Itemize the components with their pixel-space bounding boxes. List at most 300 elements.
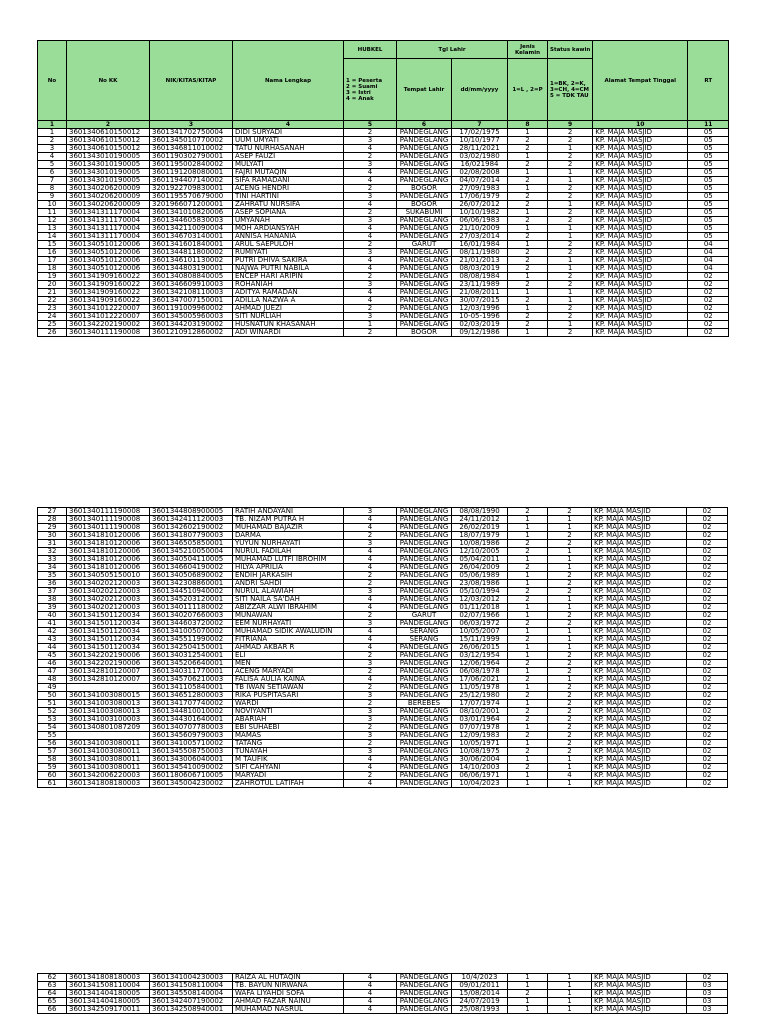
cell-hubkel: 4 bbox=[344, 982, 397, 990]
cell-rt: 05 bbox=[688, 193, 729, 201]
cell-hubkel: 3 bbox=[344, 161, 397, 169]
cell-nik: 3601346512800003 bbox=[150, 692, 233, 700]
cell-tempat-lahir: PANDEGLANG bbox=[397, 313, 452, 321]
cell-nama: HILYA APRILIA bbox=[233, 564, 344, 572]
cell-jenis-kelamin: 1 bbox=[508, 289, 548, 297]
cell-nama: MEN bbox=[233, 660, 344, 668]
cell-hubkel: 3 bbox=[344, 137, 397, 145]
cell-no: 35 bbox=[38, 572, 67, 580]
cell-tempat-lahir: PANDEGLANG bbox=[397, 764, 452, 772]
cell-hubkel: 1 bbox=[344, 321, 397, 329]
cell-nik: 3601342411120003 bbox=[150, 516, 233, 524]
cell-no: 34 bbox=[38, 564, 67, 572]
cell-nik: 3601346604190002 bbox=[150, 564, 233, 572]
cell-nik: 3601340207660003 bbox=[150, 612, 233, 620]
cell-nik: 3601341702750004 bbox=[150, 129, 233, 137]
cell-rt: 02 bbox=[687, 764, 728, 772]
cell-jenis-kelamin: 1 bbox=[508, 628, 548, 636]
cell-alamat: KP. MAJA MASJID bbox=[592, 716, 687, 724]
cell-alamat: KP. MAJA MASJID bbox=[592, 748, 687, 756]
cell-nik: 3601344605830003 bbox=[150, 217, 233, 225]
cell-rt: 02 bbox=[687, 700, 728, 708]
cell-nik: 3601345210050004 bbox=[150, 548, 233, 556]
cell-tempat-lahir: PANDEGLANG bbox=[397, 780, 452, 788]
cell-rt: 02 bbox=[687, 628, 728, 636]
cell-no: 57 bbox=[38, 748, 67, 756]
cell-tgl-lahir: 10/4/2023 bbox=[452, 974, 508, 982]
cell-tgl-lahir: 24/07/2019 bbox=[452, 998, 508, 1006]
cell-nik: 3601346101130002 bbox=[150, 257, 233, 265]
cell-tempat-lahir: PANDEGLANG bbox=[397, 540, 452, 548]
cell-status-kawin: 2 bbox=[548, 540, 592, 548]
header-tempat-lahir: Tempat Lahir bbox=[397, 59, 452, 121]
cell-rt: 05 bbox=[688, 177, 729, 185]
cell-nik: 3601344808900005 bbox=[150, 508, 233, 516]
cell-tempat-lahir: SERANG bbox=[397, 636, 452, 644]
cell-rt: 02 bbox=[687, 668, 728, 676]
cell-tempat-lahir: PANDEGLANG bbox=[397, 692, 452, 700]
cell-no: 53 bbox=[38, 716, 67, 724]
table-row bbox=[38, 129, 729, 137]
cell-nama: UUM UMYATI bbox=[233, 137, 344, 145]
cell-nama: SITI NAILA SA'DAH bbox=[233, 596, 344, 604]
cell-nama: WARDI bbox=[233, 700, 344, 708]
cell-tempat-lahir: PANDEGLANG bbox=[397, 668, 452, 676]
cell-no-kk: 3601342202190006 bbox=[67, 660, 150, 668]
cell-nik: 3201966071200001 bbox=[150, 201, 233, 209]
cell-nama: TB IWAN SETIAWAN bbox=[233, 684, 344, 692]
cell-hubkel: 2 bbox=[344, 684, 397, 692]
cell-no-kk: 3601340801087209 bbox=[67, 724, 150, 732]
cell-no-kk: 3601341311170004 bbox=[67, 209, 150, 217]
table-row bbox=[38, 556, 728, 564]
cell-status-kawin: 2 bbox=[548, 249, 593, 257]
cell-alamat: KP. MAJA MASJID bbox=[592, 636, 687, 644]
cell-nama: UMYANAH bbox=[233, 217, 344, 225]
cell-no: 18 bbox=[38, 265, 67, 273]
cell-status-kawin: 1 bbox=[548, 289, 593, 297]
cell-hubkel: 3 bbox=[344, 249, 397, 257]
cell-tgl-lahir: 04/07/2014 bbox=[452, 177, 508, 185]
cell-jenis-kelamin: 2 bbox=[508, 249, 548, 257]
cell-nama: ADITYA RAMADAN bbox=[233, 289, 344, 297]
cell-no: 51 bbox=[38, 700, 67, 708]
cell-nama: ABIZZAR ALWI IBRAHIM bbox=[233, 604, 344, 612]
cell-no-kk: 3601341810120006 bbox=[67, 532, 150, 540]
cell-no: 1 bbox=[38, 129, 67, 137]
cell-status-kawin: 1 bbox=[548, 201, 593, 209]
table-row bbox=[38, 756, 728, 764]
table-row bbox=[38, 313, 729, 321]
table-row bbox=[38, 716, 728, 724]
cell-no-kk: 3601340111190008 bbox=[67, 508, 150, 516]
cell-status-kawin: 2 bbox=[548, 668, 592, 676]
cell-hubkel: 4 bbox=[344, 516, 397, 524]
cell-status-kawin: 2 bbox=[548, 708, 592, 716]
col-num: 5 bbox=[344, 121, 397, 129]
cell-tempat-lahir: PANDEGLANG bbox=[397, 161, 452, 169]
cell-jenis-kelamin: 1 bbox=[508, 740, 548, 748]
table-row bbox=[38, 185, 729, 193]
cell-hubkel: 2 bbox=[344, 532, 397, 540]
cell-tgl-lahir: 14/10/2003 bbox=[452, 764, 508, 772]
col-num: 3 bbox=[150, 121, 233, 129]
table-row bbox=[38, 564, 728, 572]
cell-nik: 3601345508140004 bbox=[150, 990, 233, 998]
cell-jenis-kelamin: 2 bbox=[508, 636, 548, 644]
header-date-format: dd/mm/yyyy bbox=[452, 59, 508, 121]
cell-no-kk: 3601341909160022 bbox=[67, 281, 150, 289]
cell-tempat-lahir: PANDEGLANG bbox=[397, 1006, 452, 1014]
table-row bbox=[38, 516, 728, 524]
cell-nama: MUHAMAD BAJAZIR bbox=[233, 524, 344, 532]
cell-rt: 03 bbox=[687, 998, 728, 1006]
cell-rt: 02 bbox=[688, 313, 729, 321]
cell-rt: 02 bbox=[687, 708, 728, 716]
cell-tgl-lahir: 01/11/2018 bbox=[452, 604, 508, 612]
cell-tempat-lahir: PANDEGLANG bbox=[397, 604, 452, 612]
cell-alamat: KP. MAJA MASJID bbox=[593, 321, 688, 329]
cell-no: 62 bbox=[38, 974, 67, 982]
cell-no-kk: 3601343010190005 bbox=[67, 161, 150, 169]
cell-nama: FAJRI MUTAQIN bbox=[233, 169, 344, 177]
cell-nik: 3601344510940002 bbox=[150, 588, 233, 596]
cell-status-kawin: 2 bbox=[548, 161, 593, 169]
cell-no: 33 bbox=[38, 556, 67, 564]
cell-tgl-lahir: 05/06/1989 bbox=[452, 572, 508, 580]
cell-rt: 05 bbox=[688, 129, 729, 137]
cell-jenis-kelamin: 2 bbox=[508, 990, 548, 998]
cell-nama: HUSNATUN KHASANAH bbox=[233, 321, 344, 329]
cell-no-kk: 3601340206200009 bbox=[67, 185, 150, 193]
cell-jenis-kelamin: 1 bbox=[508, 652, 548, 660]
cell-nama: RATIH ANDAYANI bbox=[233, 508, 344, 516]
cell-nik: 3601180606710005 bbox=[150, 772, 233, 780]
cell-nik: 3601341005070002 bbox=[150, 628, 233, 636]
cell-status-kawin: 1 bbox=[548, 644, 592, 652]
cell-no-kk: 3601341501120034 bbox=[67, 644, 150, 652]
table-row bbox=[38, 161, 729, 169]
cell-tempat-lahir: PANDEGLANG bbox=[397, 556, 452, 564]
member-table-block-3 bbox=[37, 973, 728, 1014]
cell-hubkel: 2 bbox=[344, 580, 397, 588]
cell-tgl-lahir: 07/07/1978 bbox=[452, 724, 508, 732]
cell-tempat-lahir: BOGOR bbox=[397, 185, 452, 193]
cell-no-kk: 3601341810120006 bbox=[67, 556, 150, 564]
table-row bbox=[38, 289, 729, 297]
cell-jenis-kelamin: 2 bbox=[508, 564, 548, 572]
cell-tgl-lahir: 15/11/1999 bbox=[452, 636, 508, 644]
cell-nama: ARUL SAEPULOH bbox=[233, 241, 344, 249]
cell-rt: 02 bbox=[688, 329, 729, 337]
cell-no-kk: 3601341808180003 bbox=[67, 780, 150, 788]
cell-jenis-kelamin: 2 bbox=[508, 748, 548, 756]
cell-alamat: KP. MAJA MASJID bbox=[593, 193, 688, 201]
table-row bbox=[38, 652, 728, 660]
col-num: 6 bbox=[397, 121, 452, 129]
cell-no-kk: 3601341810120006 bbox=[67, 564, 150, 572]
cell-no: 61 bbox=[38, 780, 67, 788]
cell-no-kk: 3601340202120003 bbox=[67, 580, 150, 588]
table-row bbox=[38, 193, 729, 201]
cell-nik: 3601340311770001 bbox=[150, 668, 233, 676]
cell-status-kawin: 2 bbox=[548, 129, 593, 137]
cell-no: 50 bbox=[38, 692, 67, 700]
cell-no-kk bbox=[67, 732, 150, 740]
cell-nik: 3601340506890002 bbox=[150, 572, 233, 580]
cell-alamat: KP. MAJA MASJID bbox=[592, 756, 687, 764]
cell-status-kawin: 2 bbox=[548, 217, 593, 225]
cell-alamat: KP. MAJA MASJID bbox=[592, 516, 687, 524]
cell-tempat-lahir: PANDEGLANG bbox=[397, 233, 452, 241]
cell-hubkel: 4 bbox=[344, 556, 397, 564]
cell-jenis-kelamin: 2 bbox=[508, 732, 548, 740]
cell-no: 60 bbox=[38, 772, 67, 780]
cell-nama: ANNISA HANANIA bbox=[233, 233, 344, 241]
cell-tgl-lahir: 08/08/1984 bbox=[452, 273, 508, 281]
hubkel-legend-4: 4 = Anak bbox=[346, 95, 374, 102]
cell-hubkel: 4 bbox=[344, 265, 397, 273]
col-num: 7 bbox=[452, 121, 508, 129]
cell-rt: 02 bbox=[687, 676, 728, 684]
cell-nik: 3601345005960003 bbox=[150, 313, 233, 321]
table-row bbox=[38, 169, 729, 177]
cell-status-kawin: 2 bbox=[548, 732, 592, 740]
cell-alamat: KP. MAJA MASJID bbox=[593, 257, 688, 265]
table-row bbox=[38, 225, 729, 233]
cell-tgl-lahir: 23/11/1989 bbox=[452, 281, 508, 289]
cell-no: 46 bbox=[38, 660, 67, 668]
cell-no: 27 bbox=[38, 508, 67, 516]
cell-tgl-lahir: 12/10/2005 bbox=[452, 548, 508, 556]
cell-jenis-kelamin: 2 bbox=[508, 161, 548, 169]
cell-nik: 3601344301640001 bbox=[150, 716, 233, 724]
cell-no-kk: 3601341003100003 bbox=[67, 716, 150, 724]
cell-tempat-lahir: PANDEGLANG bbox=[397, 532, 452, 540]
cell-tempat-lahir: PANDEGLANG bbox=[397, 982, 452, 990]
header-hubkel: HUBKEL bbox=[344, 41, 397, 59]
cell-jenis-kelamin: 1 bbox=[508, 780, 548, 788]
table-row bbox=[38, 321, 729, 329]
cell-nama: TUNAYAH bbox=[233, 748, 344, 756]
cell-no-kk: 3601341501120034 bbox=[67, 628, 150, 636]
cell-nik: 3601347007150001 bbox=[150, 297, 233, 305]
cell-no: 58 bbox=[38, 756, 67, 764]
cell-tempat-lahir: PANDEGLANG bbox=[397, 588, 452, 596]
cell-nama: TATANG bbox=[233, 740, 344, 748]
cell-tempat-lahir: PANDEGLANG bbox=[397, 620, 452, 628]
cell-jenis-kelamin: 1 bbox=[508, 329, 548, 337]
cell-no: 17 bbox=[38, 257, 67, 265]
table-row bbox=[38, 508, 728, 516]
cell-tempat-lahir: PANDEGLANG bbox=[397, 516, 452, 524]
cell-rt: 05 bbox=[688, 169, 729, 177]
cell-tempat-lahir: GARUT bbox=[397, 241, 452, 249]
cell-no: 8 bbox=[38, 185, 67, 193]
cell-rt: 02 bbox=[687, 732, 728, 740]
table-row bbox=[38, 700, 728, 708]
cell-status-kawin: 2 bbox=[548, 241, 593, 249]
cell-tempat-lahir: PANDEGLANG bbox=[397, 998, 452, 1006]
cell-rt: 05 bbox=[688, 225, 729, 233]
cell-hubkel: 2 bbox=[344, 772, 397, 780]
cell-nama: NAJWA PUTRI NABILA bbox=[233, 265, 344, 273]
cell-nik: 3601342508940001 bbox=[150, 1006, 233, 1014]
cell-rt: 02 bbox=[687, 748, 728, 756]
cell-no: 3 bbox=[38, 145, 67, 153]
col-num: 11 bbox=[688, 121, 729, 129]
cell-status-kawin: 2 bbox=[548, 209, 593, 217]
cell-status-kawin: 2 bbox=[548, 273, 593, 281]
cell-tempat-lahir: PANDEGLANG bbox=[397, 652, 452, 660]
cell-tgl-lahir: 12/03/1996 bbox=[452, 305, 508, 313]
cell-rt: 02 bbox=[688, 305, 729, 313]
cell-rt: 02 bbox=[687, 604, 728, 612]
cell-nik: 3601345508750003 bbox=[150, 748, 233, 756]
cell-alamat: KP. MAJA MASJID bbox=[592, 772, 687, 780]
cell-nama: AHMAD FAZAR NAINU bbox=[233, 998, 344, 1006]
header-alamat: Alamat Tempat Tinggal bbox=[593, 41, 688, 121]
cell-status-kawin: 4 bbox=[548, 772, 592, 780]
table-row bbox=[38, 684, 728, 692]
cell-nik: 3601341004230003 bbox=[150, 974, 233, 982]
cell-rt: 02 bbox=[687, 692, 728, 700]
table-row bbox=[38, 772, 728, 780]
cell-jenis-kelamin: 2 bbox=[508, 145, 548, 153]
cell-hubkel: 4 bbox=[344, 169, 397, 177]
cell-hubkel: 4 bbox=[344, 676, 397, 684]
cell-no: 22 bbox=[38, 297, 67, 305]
cell-hubkel: 2 bbox=[344, 185, 397, 193]
cell-tempat-lahir: PANDEGLANG bbox=[397, 772, 452, 780]
cell-nama: TB. BAYUN NIRWANA bbox=[233, 982, 344, 990]
cell-rt: 02 bbox=[687, 612, 728, 620]
cell-nama: MUHAMAD SIDIK AWALUDIN bbox=[233, 628, 344, 636]
cell-nama: NURUL ALAWIAH bbox=[233, 588, 344, 596]
cell-hubkel: 4 bbox=[344, 145, 397, 153]
cell-status-kawin: 1 bbox=[548, 636, 592, 644]
cell-jenis-kelamin: 2 bbox=[508, 764, 548, 772]
cell-hubkel: 4 bbox=[344, 177, 397, 185]
cell-no-kk: 3601340206200009 bbox=[67, 201, 150, 209]
cell-no: 11 bbox=[38, 209, 67, 217]
cell-no-kk: 3601340202120003 bbox=[67, 604, 150, 612]
cell-alamat: KP. MAJA MASJID bbox=[593, 329, 688, 337]
cell-tempat-lahir: PANDEGLANG bbox=[397, 508, 452, 516]
table-row bbox=[38, 748, 728, 756]
cell-jenis-kelamin: 2 bbox=[508, 193, 548, 201]
cell-tgl-lahir: 06/03/1972 bbox=[452, 620, 508, 628]
cell-status-kawin: 1 bbox=[548, 265, 593, 273]
cell-nama: ROHANIAH bbox=[233, 281, 344, 289]
cell-no: 19 bbox=[38, 273, 67, 281]
cell-rt: 03 bbox=[687, 982, 728, 990]
cell-nik: 3601342108110003 bbox=[150, 289, 233, 297]
cell-tempat-lahir: PANDEGLANG bbox=[397, 580, 452, 588]
cell-nik: 3601342602190002 bbox=[150, 524, 233, 532]
cell-tgl-lahir: 17/02/1975 bbox=[452, 129, 508, 137]
cell-tgl-lahir: 30/07/2015 bbox=[452, 297, 508, 305]
header-tgl-lahir: Tgl Lahir bbox=[397, 41, 508, 59]
cell-no: 49 bbox=[38, 684, 67, 692]
table-row bbox=[38, 540, 728, 548]
cell-no-kk: 3601341909160022 bbox=[67, 289, 150, 297]
header-no-kk: No KK bbox=[67, 41, 150, 121]
cell-hubkel: 2 bbox=[344, 305, 397, 313]
table-row bbox=[38, 692, 728, 700]
cell-nama: TB. NIZAM PUTRA H bbox=[233, 516, 344, 524]
cell-tgl-lahir: 27/09/1983 bbox=[452, 185, 508, 193]
col-num: 4 bbox=[233, 121, 344, 129]
cell-no: 30 bbox=[38, 532, 67, 540]
cell-hubkel: 2 bbox=[344, 241, 397, 249]
cell-tgl-lahir: 25/12/1980 bbox=[452, 692, 508, 700]
cell-nik: 3601195002840002 bbox=[150, 161, 233, 169]
cell-no: 4 bbox=[38, 153, 67, 161]
cell-no: 63 bbox=[38, 982, 67, 990]
cell-hubkel: 2 bbox=[344, 612, 397, 620]
cell-nik: 3601345203120001 bbox=[150, 596, 233, 604]
cell-no-kk: 3601341810120006 bbox=[67, 548, 150, 556]
cell-no-kk: 3601340510120006 bbox=[67, 241, 150, 249]
cell-jenis-kelamin: 2 bbox=[508, 588, 548, 596]
cell-tempat-lahir: PANDEGLANG bbox=[397, 281, 452, 289]
cell-no: 5 bbox=[38, 161, 67, 169]
table-row bbox=[38, 249, 729, 257]
cell-status-kawin: 2 bbox=[548, 193, 593, 201]
member-table-block-2 bbox=[37, 507, 728, 788]
cell-nik: 3601346505850001 bbox=[150, 540, 233, 548]
cell-jenis-kelamin: 2 bbox=[508, 620, 548, 628]
cell-tempat-lahir: PANDEGLANG bbox=[397, 265, 452, 273]
cell-alamat: KP. MAJA MASJID bbox=[593, 177, 688, 185]
cell-no-kk: 3601341404180005 bbox=[67, 990, 150, 998]
cell-hubkel: 4 bbox=[344, 604, 397, 612]
cell-tgl-lahir: 11/05/1978 bbox=[452, 684, 508, 692]
status-legend-2: 3=CH, 4=CM bbox=[550, 86, 590, 93]
cell-tempat-lahir: BEREBES bbox=[397, 700, 452, 708]
cell-tgl-lahir: 30/06/2004 bbox=[452, 756, 508, 764]
table-row bbox=[38, 572, 728, 580]
cell-tgl-lahir: 17/07/1974 bbox=[452, 700, 508, 708]
cell-nik: 3601341508110004 bbox=[150, 982, 233, 990]
cell-hubkel: 2 bbox=[344, 329, 397, 337]
cell-no-kk: 3601341003080013 bbox=[67, 708, 150, 716]
cell-jenis-kelamin: 1 bbox=[508, 604, 548, 612]
cell-no: 55 bbox=[38, 732, 67, 740]
cell-no-kk: 3601341003080011 bbox=[67, 748, 150, 756]
cell-hubkel: 3 bbox=[344, 508, 397, 516]
cell-no-kk: 3601341003080011 bbox=[67, 756, 150, 764]
cell-nama: RAIZA AL HUTAQIN bbox=[233, 974, 344, 982]
cell-status-kawin: 1 bbox=[548, 564, 592, 572]
cell-hubkel: 4 bbox=[344, 564, 397, 572]
cell-no-kk: 3601340610150012 bbox=[67, 145, 150, 153]
cell-tempat-lahir: PANDEGLANG bbox=[397, 572, 452, 580]
cell-jenis-kelamin: 1 bbox=[508, 516, 548, 524]
cell-jenis-kelamin: 2 bbox=[508, 233, 548, 241]
cell-hubkel: 3 bbox=[344, 732, 397, 740]
cell-no-kk: 3601340111190008 bbox=[67, 524, 150, 532]
cell-nama: ANDRI SAHDI bbox=[233, 580, 344, 588]
cell-tgl-lahir: 25/08/1993 bbox=[452, 1006, 508, 1014]
cell-nik: 3601341005710002 bbox=[150, 740, 233, 748]
cell-nama: DARMA bbox=[233, 532, 344, 540]
col-num: 2 bbox=[67, 121, 150, 129]
table-row bbox=[38, 724, 728, 732]
cell-no: 42 bbox=[38, 628, 67, 636]
cell-rt: 02 bbox=[687, 588, 728, 596]
